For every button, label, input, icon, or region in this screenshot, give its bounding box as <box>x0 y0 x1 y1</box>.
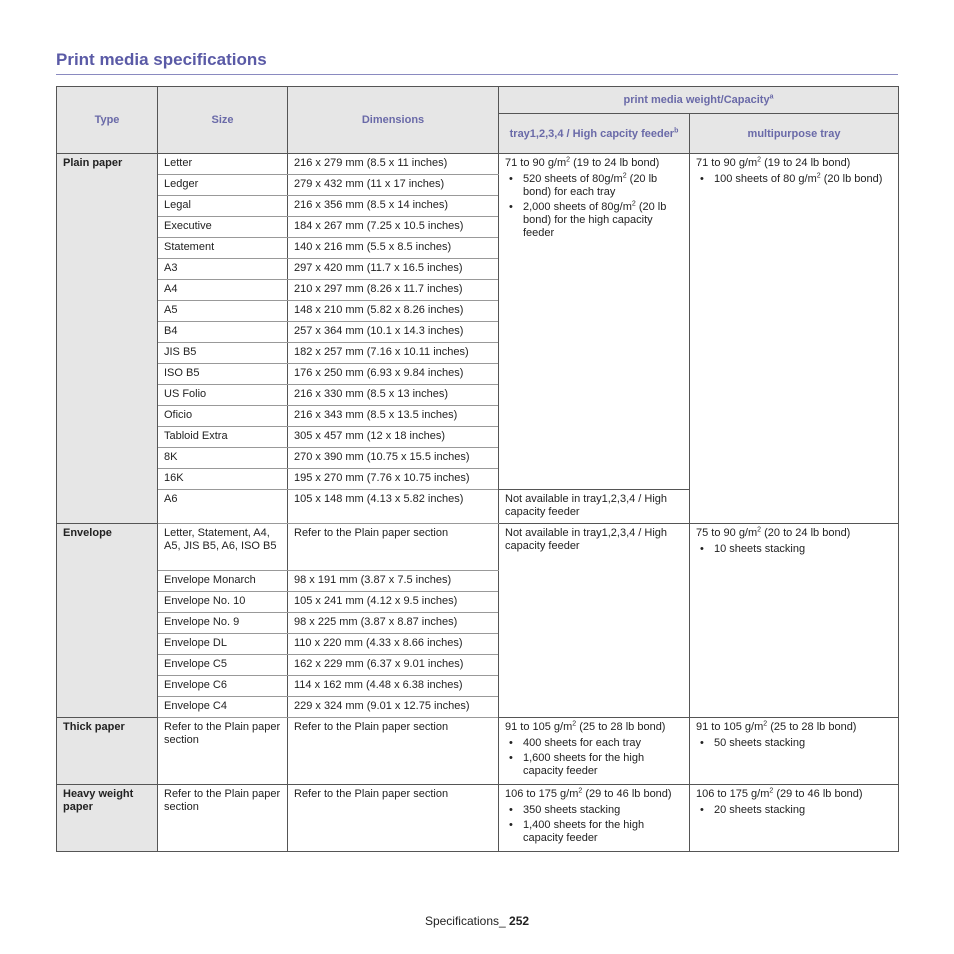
dimension-cell: 148 x 210 mm (5.82 x 8.26 inches) <box>288 301 499 322</box>
size-cell: Letter <box>158 154 288 175</box>
type-cell: Plain paper <box>57 154 158 524</box>
dimension-cell: 105 x 241 mm (4.12 x 9.5 inches) <box>288 592 499 613</box>
size-cell: US Folio <box>158 385 288 406</box>
size-cell: 8K <box>158 448 288 469</box>
table-row <box>57 154 899 175</box>
size-cell: Envelope No. 9 <box>158 613 288 634</box>
list-item: • 1,600 sheets for the high capacity feeder <box>523 752 683 778</box>
multipurpose-capacity-cell: 91 to 105 $g/m^2$ (25 to 28 lb bond) • 50 sheets stacking <box>690 718 899 785</box>
size-cell: Letter, Statement, A4, A5, JIS B5, A6, ISO B5 <box>158 524 288 571</box>
size-cell: Oficio <box>158 406 288 427</box>
dimension-cell: 216 x 356 mm (8.5 x 14 inches) <box>288 196 499 217</box>
multipurpose-capacity-cell: 71 to 90 $g/m^2$ (19 to 24 lb bond) • 100 sheets of 80 $g/m^2$ (20 lb bond) <box>690 154 899 524</box>
header-dimensions: Dimensions <box>288 87 499 154</box>
type-cell: Envelope <box>57 524 158 718</box>
tray-capacity-cell: 91 to 105 $g/m^2$ (25 to 28 lb bond) • 400 sheets for each tray • 1,600 sheets for the high capacity feeder <box>499 718 690 785</box>
dimension-cell: Refer to the Plain paper section <box>288 785 499 852</box>
size-cell: A3 <box>158 259 288 280</box>
thick-paper-group <box>57 718 899 785</box>
header-tray: tray1,2,3,4 / High capcity feeder$^b$ <box>499 114 690 154</box>
heavy-paper-group <box>57 785 899 852</box>
dimension-cell: 195 x 270 mm (7.76 x 10.75 inches) <box>288 469 499 490</box>
dimension-cell: Refer to the Plain paper section <box>288 524 499 571</box>
plain-paper-group <box>57 154 899 524</box>
size-cell: Executive <box>158 217 288 238</box>
type-cell: Thick paper <box>57 718 158 785</box>
dimension-cell: 182 x 257 mm (7.16 x 10.11 inches) <box>288 343 499 364</box>
list-item: • 100 sheets of 80 $g/m^2$ (20 lb bond) <box>714 173 892 186</box>
list-item: • 520 sheets of $80g/m^2$ (20 lb bond) for each tray <box>523 173 683 199</box>
dimension-cell: 184 x 267 mm (7.25 x 10.5 inches) <box>288 217 499 238</box>
footer-label: Specifications_ <box>424 914 506 928</box>
size-cell: Envelope DL <box>158 634 288 655</box>
dimension-cell: 229 x 324 mm (9.01 x 12.75 inches) <box>288 697 499 718</box>
list-item: • 400 sheets for each tray <box>523 737 683 750</box>
table-row <box>57 524 899 571</box>
dimension-cell: 279 x 432 mm (11 x 17 inches) <box>288 175 499 196</box>
header-multipurpose: multipurpose tray <box>690 114 899 154</box>
page-title: Print media specifications <box>56 50 267 69</box>
size-cell: Refer to the Plain paper section <box>158 718 288 785</box>
header-size: Size <box>158 87 288 154</box>
size-cell: Ledger <box>158 175 288 196</box>
list-item: • 350 sheets stacking <box>523 804 683 817</box>
tray-capacity-cell: 106 to 175 $g/m^2$ (29 to 46 lb bond) • 350 sheets stacking • 1,400 sheets for the high capacity feeder <box>499 785 690 852</box>
size-cell: Refer to the Plain paper section <box>158 785 288 852</box>
dimension-cell: 98 x 191 mm (3.87 x 7.5 inches) <box>288 571 499 592</box>
size-cell: B4 <box>158 322 288 343</box>
tray-capacity-cell: Not available in tray1,2,3,4 / High capacity feeder <box>499 490 690 524</box>
dimension-cell: 270 x 390 mm (10.75 x 15.5 inches) <box>288 448 499 469</box>
size-cell: Envelope C5 <box>158 655 288 676</box>
dimension-cell: 257 x 364 mm (10.1 x 14.3 inches) <box>288 322 499 343</box>
dimension-cell: Refer to the Plain paper section <box>288 718 499 785</box>
tray-capacity-cell: 71 to 90 $g/m^2$ (19 to 24 lb bond) • 520 sheets of $80g/m^2$ (20 lb bond) for each tray • 2,000 sheets of $80g/m^2$ (20 lb bond) for the high capacity feeder <box>499 154 690 490</box>
size-cell: Legal <box>158 196 288 217</box>
size-cell: Envelope No. 10 <box>158 592 288 613</box>
dimension-cell: 210 x 297 mm (8.26 x 11.7 inches) <box>288 280 499 301</box>
print-media-spec-table <box>56 86 899 852</box>
dimension-cell: 98 x 225 mm (3.87 x 8.87 inches) <box>288 613 499 634</box>
size-cell: JIS B5 <box>158 343 288 364</box>
list-item: • 2,000 sheets of $80g/m^2$ (20 lb bond) for the high capacity feeder <box>523 201 683 240</box>
dimension-cell: 305 x 457 mm (12 x 18 inches) <box>288 427 499 448</box>
type-cell: Heavy weight paper <box>57 785 158 852</box>
size-cell: A5 <box>158 301 288 322</box>
tray-capacity-cell: Not available in tray1,2,3,4 / High capacity feeder <box>499 524 690 718</box>
size-cell: A4 <box>158 280 288 301</box>
dimension-cell: 114 x 162 mm (4.48 x 6.38 inches) <box>288 676 499 697</box>
list-item: • 50 sheets stacking <box>714 737 892 750</box>
header-type: Type <box>57 87 158 154</box>
dimension-cell: 176 x 250 mm (6.93 x 9.84 inches) <box>288 364 499 385</box>
size-cell: Statement <box>158 238 288 259</box>
size-cell: Tabloid Extra <box>158 427 288 448</box>
title-rule <box>56 74 898 75</box>
size-cell: 16K <box>158 469 288 490</box>
dimension-cell: 105 x 148 mm (4.13 x 5.82 inches) <box>288 490 499 524</box>
size-cell: Envelope C6 <box>158 676 288 697</box>
dimension-cell: 216 x 279 mm (8.5 x 11 inches) <box>288 154 499 175</box>
multipurpose-capacity-cell: 106 to 175 $g/m^2$ (29 to 46 lb bond) • 20 sheets stacking <box>690 785 899 852</box>
dimension-cell: 110 x 220 mm (4.33 x 8.66 inches) <box>288 634 499 655</box>
size-cell: Envelope C4 <box>158 697 288 718</box>
dimension-cell: 297 x 420 mm (11.7 x 16.5 inches) <box>288 259 499 280</box>
dimension-cell: 162 x 229 mm (6.37 x 9.01 inches) <box>288 655 499 676</box>
list-item: • 20 sheets stacking <box>714 804 892 817</box>
dimension-cell: 216 x 343 mm (8.5 x 13.5 inches) <box>288 406 499 427</box>
dimension-cell: 140 x 216 mm (5.5 x 8.5 inches) <box>288 238 499 259</box>
header-weight-capacity: print media weight/Capacity$^a$ <box>499 87 899 114</box>
multipurpose-capacity-cell: 75 to 90 $g/m^2$ (20 to 24 lb bond) • 10 sheets stacking <box>690 524 899 718</box>
page-footer <box>0 914 954 928</box>
size-cell: Envelope Monarch <box>158 571 288 592</box>
list-item: • 10 sheets stacking <box>714 543 892 556</box>
size-cell: A6 <box>158 490 288 524</box>
dimension-cell: 216 x 330 mm (8.5 x 13 inches) <box>288 385 499 406</box>
page-number: 252 <box>509 914 530 928</box>
list-item: • 1,400 sheets for the high capacity feeder <box>523 819 683 845</box>
size-cell: ISO B5 <box>158 364 288 385</box>
envelope-group <box>57 524 899 718</box>
